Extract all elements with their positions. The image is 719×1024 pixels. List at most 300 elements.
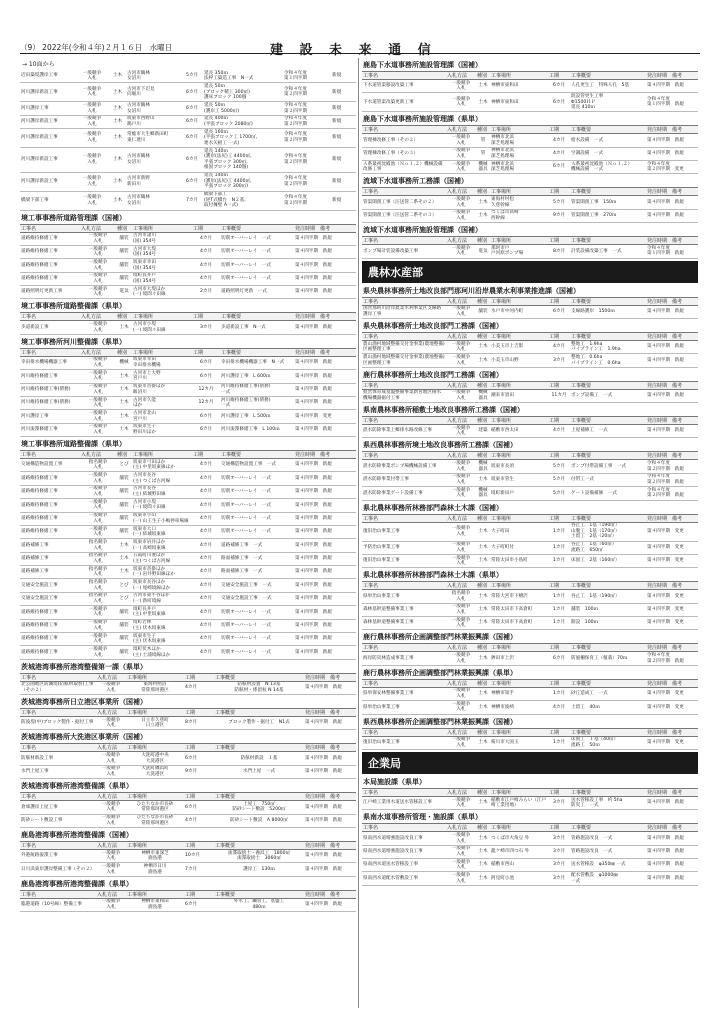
table-cell: 一般競争 入札: [446, 80, 476, 93]
table-header-row: [362, 237, 698, 245]
continuation-note: → 10面から: [22, 61, 55, 68]
table-cell: 指名競争 入札: [80, 592, 116, 605]
table-cell: 1カ月: [548, 687, 570, 700]
column-header: 工事場所: [132, 451, 192, 459]
table-cell: 床固工 2基（160㎡）: [570, 554, 646, 567]
table-cell: 舗装: [116, 259, 132, 272]
table-cell: 第４四半期 変更: [646, 736, 698, 749]
table-cell: 3カ月: [548, 796, 570, 809]
table-cell: 道路維持修繕工事: [20, 525, 80, 538]
column-header: 工事場所: [126, 744, 184, 752]
table-cell: 切削オーバーレイ 一式: [220, 245, 294, 258]
table-cell: 4カ月: [192, 512, 220, 525]
table-row: [20, 370, 356, 383]
table-cell: 6カ月: [181, 148, 203, 173]
table-cell: 古河市新野 新田川: [126, 172, 181, 191]
table-cell: 古河市小堤 (一) 境間々田線: [132, 499, 192, 512]
table-cell: 坂東市幸田 (国) 354号: [132, 259, 192, 272]
table-cell: 令和４年度 第２四半期 変更: [646, 161, 698, 174]
section-title: 境工事事務所道路整備課（県単）: [21, 440, 126, 449]
works-table: [362, 514, 698, 569]
table-row: [362, 554, 698, 567]
table-cell: 橋梁下部工事: [20, 191, 75, 210]
table-cell: ポンプ設備工 一式: [570, 389, 646, 402]
section-title: 鹿行農林事務所企画調整部門林業振興課（国補）: [363, 633, 517, 642]
column-header: 工事概要: [570, 582, 646, 590]
column-header: 工事名: [20, 313, 80, 321]
table-row: [20, 272, 356, 285]
table-cell: 海岸防災林造成事業工事: [362, 652, 446, 665]
table-cell: 砂丘造成工 一式: [570, 687, 646, 700]
column-header: 種別: [476, 72, 490, 80]
table-cell: 一般競争 入札: [446, 196, 476, 209]
table-cell: 国営那珂川沿岸農業水利事業区支線路護岸工事: [362, 305, 446, 318]
table-cell: 経営体育成基盤整備事業新宮地区揚水機場機器据付工事: [362, 389, 446, 402]
page-header: [20, 40, 700, 58]
works-table: [362, 71, 698, 112]
table-cell: ポンプ場計装設備改築工事: [362, 245, 446, 258]
table-cell: 1カ月: [548, 590, 570, 603]
column-header: 工事場所: [490, 126, 548, 134]
table-cell: 一般競争 入札: [96, 898, 126, 911]
table-cell: 河川維持修繕工事(債務): [20, 396, 80, 409]
column-header: 工期: [548, 728, 570, 736]
table-cell: 一般競争 入札: [75, 70, 109, 83]
column-header: 入札方法: [446, 188, 476, 196]
table-cell: 土木: [109, 148, 126, 173]
table-header-row: [362, 644, 698, 652]
table-row: [20, 898, 356, 911]
section-title: 本局施設課（県単）: [363, 777, 426, 786]
table-cell: 土木: [476, 736, 490, 749]
column-header: 工期: [548, 72, 570, 80]
table-row: [20, 129, 356, 148]
table-cell: 一般競争 入札: [80, 485, 116, 498]
table-header-row: [20, 793, 356, 801]
table-cell: 一般競争 入札: [75, 129, 109, 148]
table-cell: 一般競争 入札: [446, 701, 476, 714]
column-header: 工事概要: [570, 788, 646, 796]
column-header: 種別: [476, 788, 490, 796]
table-cell: 坂東市沓掛ほか (一) 岩井野田線ほか: [132, 566, 192, 579]
works-table: [362, 643, 698, 665]
column-header: 種別: [116, 451, 132, 459]
column-header: 入札方法: [446, 72, 476, 80]
column-header: 発注時期 備考: [294, 313, 356, 321]
table-cell: 土木: [476, 522, 490, 541]
table-cell: 管: [476, 134, 490, 147]
table-cell: 龍ケ崎市四つ石 外: [490, 845, 548, 858]
table-row: [20, 70, 356, 83]
column-header: 種別: [476, 644, 490, 652]
column-header: 発注時期 備考: [646, 824, 698, 832]
table-cell: 土木: [476, 872, 490, 885]
table-row: [20, 410, 356, 423]
table-cell: 古河市北山 宮戸川: [132, 410, 192, 423]
table-cell: 土木: [476, 617, 490, 630]
table-cell: 令和４年度 第２四半期: [283, 129, 331, 148]
table-cell: 境町長井戸 (国) 354号: [132, 272, 192, 285]
table-cell: 第４四半期 新規: [294, 259, 356, 272]
table-cell: 土木: [476, 687, 490, 700]
table-cell: 2カ月: [192, 286, 220, 299]
column-header: 発注時期 備考: [304, 673, 356, 681]
table-cell: 延長 50ｍ (ブロック積工 300㎡) 護床ブロック 100個: [203, 83, 283, 102]
column-header: 工事概要: [214, 673, 304, 681]
works-table: [362, 381, 698, 403]
section-title: 鹿行農林事務所企画調整部門林業振興課（県単）: [363, 668, 517, 677]
issue-date: 2022年(令和４年)２月１６日 水曜日: [42, 43, 173, 52]
table-cell: 一般競争 入札: [446, 796, 476, 809]
table-cell: 第４四半期 新規: [294, 423, 356, 436]
table-cell: 阿見町小池: [490, 872, 548, 885]
table-cell: 神栖市波崎: [490, 701, 548, 714]
table-cell: 令和４年度 第２四半期 新規: [646, 487, 698, 500]
column-header: 発注時期 備考: [646, 788, 698, 796]
works-table: [362, 187, 698, 223]
table-cell: 5カ月: [548, 487, 570, 500]
table-row: [362, 845, 698, 858]
section-title: 茨城港湾事務所大洗港区事業所（国補）: [21, 733, 147, 742]
table-cell: 防砂シート敷設工事: [20, 814, 96, 827]
table-cell: 坂東市小山 (一) 山王生子小嶋停車場線: [132, 512, 192, 525]
table-cell: 一般競争 入札: [75, 172, 109, 191]
table-cell: 6カ月: [192, 356, 220, 369]
table-cell: 一般競争 入札: [96, 765, 126, 778]
table-cell: 5カ月: [548, 196, 570, 209]
table-cell: 第４四半期 変更: [646, 554, 698, 567]
table-cell: 第４四半期 新規: [646, 134, 698, 147]
table-cell: 一般競争 入札: [80, 232, 116, 245]
section-title: 県西農林事務所境土地改良事務所工務課（国補）: [363, 441, 517, 450]
column-header: 種別: [476, 514, 490, 522]
table-row: [362, 487, 698, 500]
table-cell: 電気: [116, 286, 132, 299]
table-cell: 道路補修工事: [20, 566, 80, 579]
table-cell: 一般競争 入札: [446, 487, 476, 500]
table-cell: 一般競争 入札: [75, 148, 109, 173]
column-header: 工期: [548, 381, 570, 389]
table-row: [20, 148, 356, 173]
column-header: 工事概要: [214, 841, 304, 849]
table-header-row: [362, 824, 698, 832]
table-cell: 谷止工 1基（60㎡） 流路工 650㎡: [570, 541, 646, 554]
table-cell: 第４四半期 新規: [304, 898, 356, 911]
table-cell: 坂東市長谷ほか (一) 尾崎境線ほか: [132, 579, 192, 592]
works-table: [20, 450, 356, 660]
table-cell: 県南西水道送水管移設工事: [362, 859, 446, 872]
column-header: 工事概要: [570, 381, 646, 389]
table-cell: 5カ月: [548, 460, 570, 473]
column-header: 発注時期 備考: [646, 679, 698, 687]
table-cell: 一般競争 入札: [80, 512, 116, 525]
table-cell: 4カ月: [548, 340, 570, 353]
column-header: 発注時期 備考: [646, 381, 698, 389]
table-cell: 一般競争 入札: [80, 423, 116, 436]
column-header: 工事名: [20, 890, 96, 898]
table-cell: 一般競争 入札: [75, 115, 109, 128]
column-header: 工期: [548, 297, 570, 305]
section-title: 境工事事務所道路整備課（県単）: [21, 302, 126, 311]
table-cell: 第４四半期 新規: [304, 765, 356, 778]
table-cell: 常総市大生郷新田町 東仁連川: [126, 129, 181, 148]
column-header: 工期: [548, 788, 570, 796]
table-row: [20, 717, 356, 730]
table-cell: 切削オーバーレイ 一式: [220, 272, 294, 285]
table-cell: とび: [116, 579, 132, 592]
table-header-row: [20, 313, 356, 321]
table-cell: 護岸工 130ｍ: [214, 863, 304, 876]
column-header: 入札方法: [446, 679, 476, 687]
table-cell: 第４四半期 新規: [294, 592, 356, 605]
table-cell: 一般競争 入札: [80, 272, 116, 285]
table-row: [20, 321, 356, 334]
table-row: [362, 134, 698, 147]
table-cell: 6カ月: [192, 370, 220, 383]
table-header-row: [362, 188, 698, 196]
column-header: 工事概要: [214, 709, 304, 717]
table-cell: 土木: [476, 845, 490, 858]
table-cell: 第４四半期 新規: [294, 579, 356, 592]
table-cell: 舗装: [116, 512, 132, 525]
column-header: 発注時期 備考: [304, 709, 356, 717]
column-header: 工期: [192, 313, 220, 321]
table-cell: 第４四半期 新規: [304, 752, 356, 765]
table-cell: 機械 器具: [476, 460, 490, 473]
table-cell: 復旧治山事業工事: [362, 554, 446, 567]
table-cell: 谷止工 1基（190㎡） 山腹工 1基（170㎡） 土留工 2基（20㎡）: [570, 522, 646, 541]
table-cell: 一般競争 入札: [446, 687, 476, 700]
column-header: 工事場所: [490, 514, 548, 522]
table-cell: 神栖市北浜 深芝処理場: [490, 161, 548, 174]
table-cell: 3カ月: [548, 354, 570, 367]
table-cell: 令和４年度 第２四半期: [283, 172, 331, 191]
table-cell: 歩道新設工事 N一式: [220, 321, 294, 334]
table-cell: 第４四半期 新規: [294, 245, 356, 258]
table-cell: 土木: [476, 196, 490, 209]
table-row: [362, 736, 698, 749]
column-header: 発注時期 備考: [646, 728, 698, 736]
column-header: 種別: [116, 313, 132, 321]
table-cell: 土木: [476, 541, 490, 554]
table-cell: 3カ月: [548, 872, 570, 885]
table-row: [362, 522, 698, 541]
table-cell: 土木: [476, 473, 490, 486]
table-cell: 農山漁村地域整備交付金事業(農地整備)区画整理工事: [363, 341, 445, 353]
table-row: [20, 849, 356, 862]
column-header: 入札方法: [96, 890, 126, 898]
table-cell: 舗装: [116, 606, 132, 619]
column-header: 工事場所: [490, 788, 548, 796]
table-cell: 5カ月: [548, 473, 570, 486]
table-cell: 古河市鶴林 女沼川: [126, 191, 181, 210]
table-cell: 第４四半期 変更: [646, 590, 698, 603]
table-header-row: [20, 709, 356, 717]
section-title: 鹿島下水道事務所施設管理課（国補）: [363, 61, 482, 69]
table-cell: 坂東市岩井ほか (一) 高崎坂東線: [132, 539, 192, 552]
table-cell: 河川浚渫修繕工事 L 100ｍ: [220, 423, 294, 436]
table-cell: 6カ月: [184, 898, 214, 911]
table-cell: 切削オーバーレイ 一式: [220, 485, 294, 498]
table-cell: 坂東市長須: [490, 460, 548, 473]
table-cell: 送水管移設工事 約 5ha 防災工 一式: [570, 796, 646, 809]
table-cell: 土木: [109, 70, 126, 83]
column-header: 工事場所: [132, 348, 192, 356]
table-cell: 第４四半期 新規: [294, 525, 356, 538]
column-header: 入札方法: [96, 709, 126, 717]
table-cell: 11カ月: [548, 389, 570, 402]
column-header: 工事名: [362, 514, 446, 522]
table-cell: 古河市下辺見 向堀川: [126, 83, 181, 102]
table-cell: 坂東市幸田 幸田排水機場: [132, 356, 192, 369]
table-cell: 境町伏木ほか (主) 土浦境線ほか: [132, 646, 192, 659]
table-cell: 一般競争 入札: [80, 370, 116, 383]
works-table: [20, 841, 356, 877]
table-cell: 防風柵保育工（植栽）70ｍ: [570, 652, 646, 665]
column-header: 工事名: [20, 744, 96, 752]
section-title: 境工事事務所道路管理課（国補）: [21, 213, 126, 222]
table-cell: 森林基幹道整備事業工事: [362, 603, 446, 616]
column-header: 工事場所: [490, 297, 548, 305]
section-title: 県西農林事務所企画調整部門林業振興課（国補）: [363, 717, 517, 726]
table-cell: 一般競争 入札: [80, 356, 116, 369]
table-cell: 交通安全施設工事 一式: [220, 592, 294, 605]
table-header-row: [362, 297, 698, 305]
table-cell: 幸田排水機場機器工事: [20, 356, 80, 369]
table-cell: 4カ月: [192, 245, 220, 258]
column-header: 発注時期 備考: [646, 514, 698, 522]
table-cell: 坂東市西野山 鵠戸川: [126, 115, 181, 128]
table-cell: 3カ月: [192, 321, 220, 334]
table-cell: 一般競争 入札: [446, 872, 476, 885]
section-title: 県南農林事務所稲敷土地改良事務所工務課（国補）: [363, 406, 524, 415]
table-cell: 一般競争 入札: [446, 354, 476, 367]
table-cell: 切削オーバーレイ 一式: [220, 606, 294, 619]
table-row: [20, 814, 356, 827]
table-cell: 古河市鶴林 女沼川: [126, 70, 181, 83]
column-header: 工事名: [20, 793, 96, 801]
table-cell: 下水道管渠移設改築工事: [362, 80, 446, 93]
table-cell: 古河市大堤 (国) 354号: [132, 245, 192, 258]
table-cell: 8カ月: [548, 245, 570, 258]
table-cell: 指名競争 入札: [80, 566, 116, 579]
table-row: [20, 423, 356, 436]
table-cell: 土木: [476, 354, 490, 367]
table-cell: 河川維持修繕工事: [20, 370, 80, 383]
table-cell: 6カ月: [192, 410, 220, 423]
table-cell: 新規: [331, 70, 356, 83]
column-header: 工事名: [362, 72, 446, 80]
column-header: 種別: [476, 824, 490, 832]
column-header: 工期: [548, 126, 570, 134]
table-cell: 5カ月: [181, 70, 203, 83]
table-cell: 土木: [476, 603, 490, 616]
table-row: [20, 579, 356, 592]
table-cell: 河川維持修繕工事(債務): [20, 383, 80, 396]
table-cell: 一般競争 入札: [80, 499, 116, 512]
table-cell: 一般競争 入札: [96, 752, 126, 765]
table-cell: 土木: [476, 209, 490, 222]
table-cell: 神栖市東和田 鹿島港: [126, 898, 184, 911]
table-row: [20, 801, 356, 814]
table-cell: 道路補修工事 一式: [220, 539, 294, 552]
table-cell: 第４四半期 新規: [646, 845, 698, 858]
table-cell: 7カ月: [181, 191, 203, 210]
column-header: 工事名: [362, 824, 446, 832]
table-cell: 第４四半期 新規: [304, 681, 356, 694]
column-header: 工事名: [362, 452, 446, 460]
table-cell: 土木: [476, 554, 490, 567]
table-cell: 一般競争 入札: [446, 93, 476, 112]
table-cell: 交通安全施設工事: [20, 592, 80, 605]
column-header: 工事名: [362, 126, 446, 134]
table-cell: 7カ月: [184, 863, 214, 876]
table-row: [362, 389, 698, 402]
table-cell: 東海村村松 久慈幹線: [490, 196, 548, 209]
table-cell: 4カ月: [192, 232, 220, 245]
table-cell: 河川護岸新設工事: [20, 115, 75, 128]
table-cell: 稲敷市西太田: [490, 425, 548, 438]
table-cell: 第４四半期 新規: [294, 396, 356, 409]
column-header: 工期: [192, 348, 220, 356]
table-cell: 古河市小堤 (一) 境間々田線: [132, 321, 192, 334]
table-cell: 管理棟改修工事（その２）: [362, 134, 446, 147]
table-cell: 切削オーバーレイ 一式: [220, 525, 294, 538]
table-cell: 延長 140ｍ (護岸(法尻)工 4400㎡, 平張ブロック 300㎡): [203, 172, 283, 191]
table-cell: 復旧治山事業工事: [362, 736, 446, 749]
table-cell: 1カ月: [548, 617, 570, 630]
section-title: 鹿行農林事務所土地改良部門工務課（国補）: [363, 370, 503, 379]
column-header: 工事概要: [570, 72, 646, 80]
table-cell: 一般競争 入札: [446, 305, 476, 318]
table-cell: Ａ系最初沈殿池（Ｎｏ１,２）機械設備改修工事: [362, 161, 446, 174]
table-cell: 一般競争 入札: [446, 603, 476, 616]
table-cell: 舗装: [116, 472, 132, 485]
table-cell: 道路補修工事: [20, 539, 80, 552]
table-cell: 開設 100ｍ: [570, 617, 646, 630]
table-row: [20, 592, 356, 605]
table-row: [362, 460, 698, 473]
table-cell: 水門上屋 一式: [214, 765, 304, 778]
table-cell: 県南西水道配水管敷設工事: [362, 872, 446, 885]
table-row: [362, 796, 698, 809]
table-cell: 道路照明灯更新 一式: [220, 286, 294, 299]
table-cell: 神栖市北浜 深芝処理場: [490, 134, 548, 147]
table-cell: 一般競争 入札: [446, 652, 476, 665]
table-cell: 令和４年度 第２四半期 新規: [646, 460, 698, 473]
column-header: 種別: [476, 188, 490, 196]
table-cell: 第４四半期 新規: [294, 566, 356, 579]
table-cell: 小美玉市山野: [490, 354, 548, 367]
table-cell: 一般競争 入札: [80, 383, 116, 396]
table-cell: ブロック製作・据付工 N1式: [214, 717, 304, 730]
column-header: 工事場所: [126, 709, 184, 717]
table-cell: 土木: [476, 652, 490, 665]
table-cell: 土木: [476, 796, 490, 809]
right-column: [362, 58, 698, 886]
table-row: [362, 603, 698, 616]
table-cell: 指名競争 入札: [80, 579, 116, 592]
table-cell: 6カ月: [181, 129, 203, 148]
section-title: 流域下水道事務所工務課（国補）: [363, 177, 468, 186]
column-header: 工事場所: [490, 72, 548, 80]
table-cell: 土木: [116, 396, 132, 409]
table-header-row: [362, 788, 698, 796]
table-cell: 土木: [116, 370, 132, 383]
table-cell: 一般競争 入札: [80, 472, 116, 485]
table-cell: 路面補修工事 一式: [220, 552, 294, 565]
table-row: [362, 147, 698, 160]
